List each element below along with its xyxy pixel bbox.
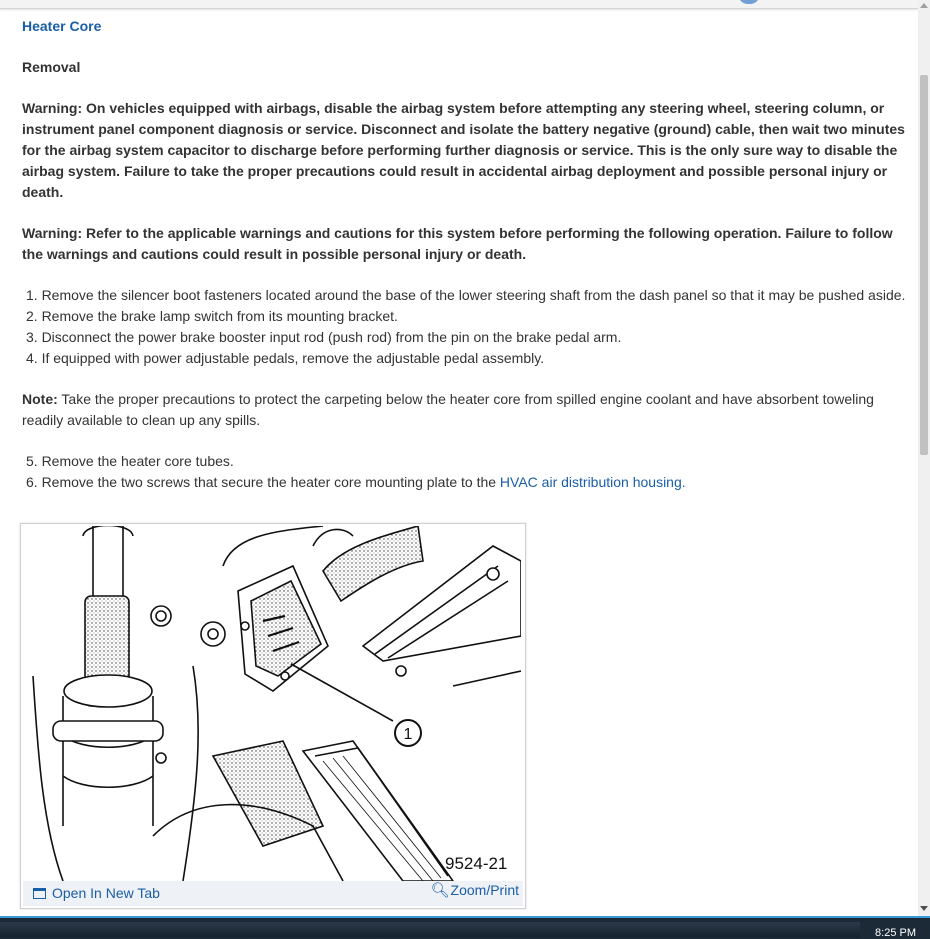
- heater-core-illustration[interactable]: [23, 526, 521, 881]
- vertical-scrollbar[interactable]: [918, 0, 930, 916]
- step-1: 1. Remove the silencer boot fasteners located around the base of the lower steering shaft from the dash panel so that it may be pushed aside.: [26, 287, 906, 303]
- figure-caption: 9524-21: [445, 854, 508, 873]
- note: [22, 389, 910, 431]
- hvac-housing-link[interactable]: HVAC air distribution housing.: [499, 474, 686, 490]
- note-label: Note:: [22, 391, 58, 407]
- zoom-print-button[interactable]: [430, 881, 519, 899]
- system-clock[interactable]: 8:25 PM: [875, 927, 916, 939]
- scrollbar-thumb[interactable]: [920, 75, 928, 455]
- top-toolbar: [0, 0, 918, 9]
- toolbar-indicator-icon[interactable]: [738, 0, 760, 4]
- step-6-text: 6. Remove the two screws that secure the heater core mounting plate to the: [26, 474, 500, 490]
- article-content: [22, 16, 910, 493]
- figure-heater-core: [20, 523, 526, 909]
- open-new-tab-label: Open In New Tab: [52, 885, 160, 901]
- step-5: 5. Remove the heater core tubes.: [26, 453, 234, 469]
- step-3: 3. Disconnect the power brake booster input rod (push rod) from the pin on the brake pedal arm.: [26, 329, 622, 345]
- step-6: [22, 472, 910, 493]
- callout-number: 1: [403, 726, 413, 743]
- magnifier-icon: 🔍︎: [430, 882, 450, 899]
- scroll-up-icon[interactable]: [920, 3, 928, 8]
- section-heading: Removal: [22, 59, 81, 75]
- zoom-print-label: Zoom/Print: [450, 882, 519, 898]
- warning-general: Warning: Refer to the applicable warnings and cautions for this system before performing the following operation. Failure to follow the warnings and cautions could result in possible personal injury or death.: [22, 225, 893, 262]
- page-title: Heater Core: [22, 18, 102, 34]
- taskbar-pane: [0, 922, 860, 937]
- warning-airbag: Warning: On vehicles equipped with airbags, disable the airbag system before attempting any steering wheel, steering column, or instrument panel component diagnosis or service. Disconnect and isolate the battery negative (ground) cable, then wait two minutes for the airbag system capacitor to discharge before performing further diagnosis or service. This is the only sure way to disable the airbag system. Failure to take the proper precautions could result in accidental airbag deployment and possible personal injury or death.: [22, 100, 905, 200]
- open-new-tab-button[interactable]: [33, 885, 160, 901]
- step-2: 2. Remove the brake lamp switch from its mounting bracket.: [26, 308, 398, 324]
- step-4: 4. If equipped with power adjustable pedals, remove the adjustable pedal assembly.: [26, 350, 545, 366]
- new-tab-icon: [33, 888, 46, 899]
- figure-toolbar: [23, 881, 523, 906]
- scroll-down-icon[interactable]: [920, 906, 928, 911]
- steps-list: [22, 285, 910, 369]
- note-text: Take the proper precautions to protect the carpeting below the heater core from spilled engine coolant and have absorbent toweling readily available to clean up any spills.: [22, 391, 874, 428]
- taskbar: [0, 916, 930, 939]
- steps-list-2: [22, 451, 910, 493]
